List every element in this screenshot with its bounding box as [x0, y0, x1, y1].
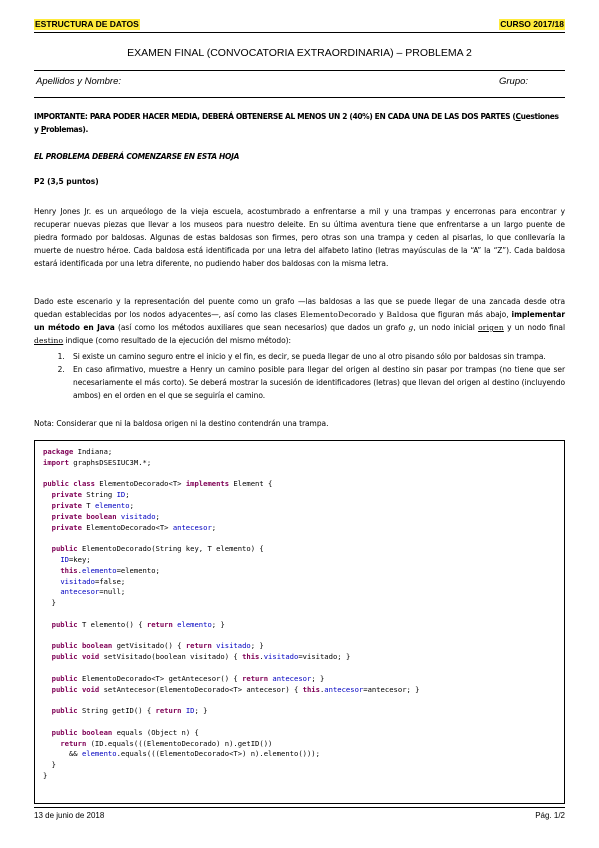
group-label: Grupo:: [499, 76, 529, 87]
name-label: Apellidos y Nombre:: [36, 76, 122, 87]
footer-page: Pág. 1/2: [535, 811, 565, 820]
list-item: 2. En caso afirmativo, muestre a Henry un camino posible para llegar del origen al destino sin pasar por trampas (no tiene que ser necesariamente el más corto). Se deberá mostrar la sucesión de identificadores (letras) que llevan del origen al destino (incluyendo ambos) en el orden en el que se seguiría el camino.: [67, 363, 565, 402]
important-notice: IMPORTANTE: PARA PODER HACER MEDIA, DEBERÁ OBTENERSE AL MENOS UN 2 (40%) EN CADA UNA DE LAS DOS PARTES (Cuestiones y Problemas).: [34, 112, 559, 134]
list-item: 1. Si existe un camino seguro entre el inicio y el fin, es decir, se pueda llegar de uno al otro pisando sólo por baldosas sin trampa.: [67, 350, 565, 363]
requirements-list: [34, 350, 565, 402]
problem-heading: P2 (3,5 puntos): [34, 177, 99, 186]
course-title: ESTRUCTURA DE DATOS: [35, 19, 139, 29]
code-listing: package Indiana; import graphsDSESIUC3M.*; public class ElementoDecorado<T> implements Element { private String ID; private T elemento; private boolean visitado; private ElementoDecorado<T> antecesor; public ElementoDecorado(String key, T elemento) { ID=key; this.elemento=elemento; visitado=false; antecesor=null; } public T elemento() { return elemento; } public boolean getVisitado() { return visitado; } public void setVisitado(boolean visitado) { this.visitado=visitado; } public ElementoDecorado<T> getAntecesor() { return antecesor; } public void setAntecesor(ElementoDecorado<T> antecesor) { this.antecesor=antecesor; } public String getID() { return ID; } public boolean equals (Object n) { return (ID.equals(((ElementoDecorado) n).getID()) && elemento.equals(((ElementoDecorado<T>) n).elemento())); } }: [34, 440, 565, 804]
student-info-box: [34, 70, 565, 98]
page-footer: [34, 807, 565, 820]
start-note: EL PROBLEMA DEBERÁ COMENZARSE EN ESTA HOJA: [34, 152, 240, 161]
note: Nota: Considerar que ni la baldosa origen ni la destino contendrán una trampa.: [34, 419, 329, 428]
problem-paragraph-1: Henry Jones Jr. es un arqueólogo de la vieja escuela, acostumbrado a enfrentarse a mil y una trampas y encerronas para encontrar y recuperar nuevas piezas que llevar a los museos para nuestro deleite. En su última aventura tiene que enfrentarse a un largo puente de piedra formado por baldosas. Algunas de estas baldosas son firmes, pero otras son una trampa y ceden al pisarlas, lo que conllevaría la muerte de nuestro héroe. Cada baldosa está identificada por una letra del alfabeto latino (letras mayúsculas de la “A” la “Z”). Cada baldosa estará identificada por una letra diferente, no pudiendo haber dos baldosas con la misma letra.: [34, 207, 565, 268]
header-rule: [34, 32, 565, 33]
problem-paragraph-2: Dado este escenario y la representación del puente como un grafo —las baldosas a las que se puede llegar de una zancada desde otra quedan establecidas por los nodos adyacentes—, así como las clases ElementoDecorado y Baldosa que figuran más abajo, implementar un método en Java (así como los métodos auxiliares que sean necesarios) que dados un grafo g, un nodo inicial origen y un nodo final destino indique (como resultado de la ejecución del mismo método):: [34, 297, 566, 345]
page-header: [34, 17, 565, 32]
course-year: CURSO 2017/18: [500, 19, 564, 29]
exam-title: EXAMEN FINAL (CONVOCATORIA EXTRAORDINARIA) – PROBLEMA 2: [127, 47, 472, 59]
footer-date: 13 de junio de 2018: [34, 811, 105, 820]
